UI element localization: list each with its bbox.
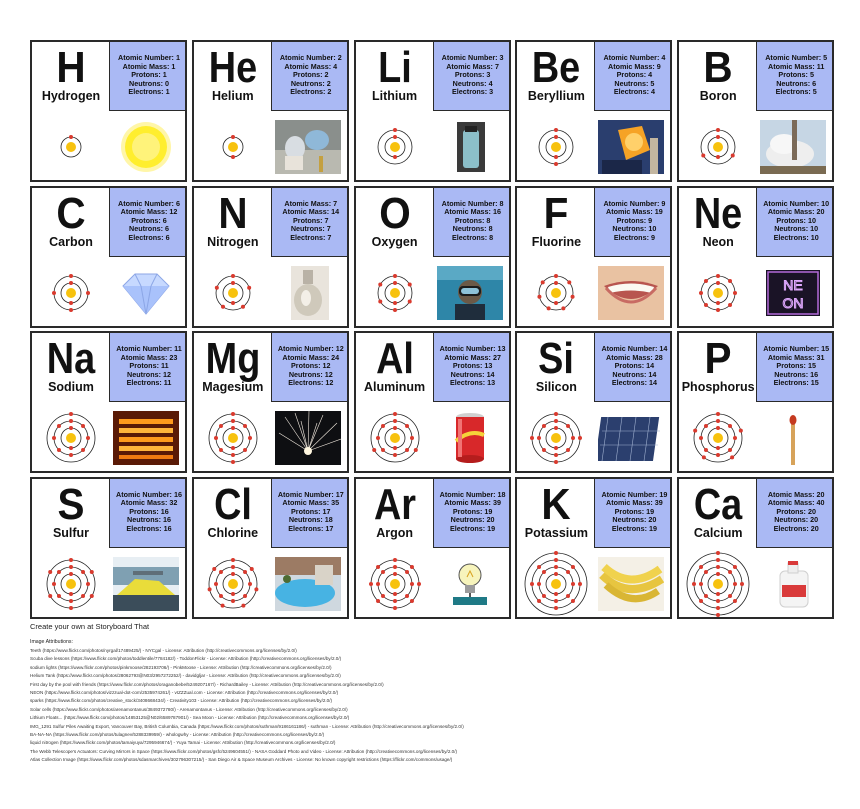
element-symbol: Li xyxy=(377,43,412,92)
element-symbol: H xyxy=(56,43,86,92)
element-info-line: Electrons: 17 xyxy=(288,523,334,533)
element-info-line: Atomic Number: 18 xyxy=(439,489,506,499)
attributions-list xyxy=(30,647,850,765)
element-name: Neon xyxy=(702,234,734,249)
element-card-magesium xyxy=(192,331,349,473)
attribution-line: BA-NA-NA (https://www.flickr.com/photos/tulagnev/5288339959/) - whologwhy - License: Attribution (http://creativecommons.org/licenses/by/2.0/) xyxy=(30,732,325,738)
element-name: Helium xyxy=(211,89,254,103)
bulb-image xyxy=(437,557,503,611)
periodic-table-grid xyxy=(30,40,830,620)
element-info-line: Atomic Number: 11 xyxy=(116,344,182,353)
bohr-model-diagram xyxy=(356,551,434,617)
element-name: Argon xyxy=(376,525,413,540)
create-your-own-link[interactable]: Create your own at Storyboard That xyxy=(30,622,150,631)
element-info-line: Neutrons: 8 xyxy=(452,224,493,234)
element-card-lithium xyxy=(354,40,511,182)
element-card-oxygen xyxy=(354,186,511,328)
element-info-line: Protons: 14 xyxy=(614,361,655,371)
attribution-line: The Webb Telescope's Actuators: Curving Mirrors in Space (https://www.flickr.com/photos/gsfc/5249604551/) - NASA Goddard Photo and Video - License: Attribution (http://creativecommons.org/licenses/by/2.0/) xyxy=(30,748,458,754)
element-info-line: Neutrons: 14 xyxy=(450,369,495,379)
element-name: Beryllium xyxy=(527,89,585,103)
bohr-model-diagram xyxy=(356,114,434,180)
element-info-line: Atomic Mass: 7 xyxy=(446,61,499,71)
element-info-box xyxy=(109,187,187,257)
element-info-line: Atomic Mass: 23 xyxy=(120,352,178,362)
bohr-model-diagram xyxy=(194,114,272,180)
element-card-beryllium xyxy=(515,40,672,182)
bohr-model-diagram xyxy=(356,405,434,471)
element-info-box xyxy=(756,332,834,402)
element-info-line: Electrons: 19 xyxy=(450,523,496,533)
attribution-line: IMG_1291 Sulfur Piles Awaiting Export, Vancouver Bay, British Columbia, Canada (https://www.flickr.com/photos/suthman/9186161186/) - suthman - License: Attribution (http://creativecommons.org/licenses/by/2.0/) xyxy=(30,723,464,729)
element-info-line: Neutrons: 20 xyxy=(774,515,819,525)
bohr-model-diagram xyxy=(679,405,757,471)
bohr-model-diagram xyxy=(517,260,595,326)
element-info-box xyxy=(756,41,834,111)
element-info-box xyxy=(433,41,511,111)
element-info-line: Atomic Number: 6 xyxy=(118,198,180,208)
bohr-model-diagram xyxy=(32,551,110,617)
sulfur-image xyxy=(113,557,179,611)
element-info-box xyxy=(594,332,672,402)
element-name: Magesium xyxy=(202,380,264,394)
element-info-box xyxy=(756,187,834,257)
element-info-line: Protons: 4 xyxy=(616,70,653,80)
element-symbol: C xyxy=(56,188,86,238)
element-info-line: Atomic Mass: 20 xyxy=(767,489,825,499)
element-info-line: Electrons: 13 xyxy=(450,378,496,388)
element-info-line: Neutrons: 14 xyxy=(612,369,657,379)
bohr-model-diagram xyxy=(356,260,434,326)
element-info-box xyxy=(594,41,672,111)
element-symbol: B xyxy=(703,43,733,92)
element-name: Sodium xyxy=(48,380,94,394)
element-info-line: Neutrons: 6 xyxy=(776,78,817,88)
element-info-line: Neutrons: 16 xyxy=(774,369,819,379)
match-image xyxy=(760,411,826,465)
element-info-line: Protons: 13 xyxy=(452,361,493,371)
element-info-line: Protons: 20 xyxy=(776,506,816,516)
bohr-model-diagram xyxy=(32,405,110,471)
element-info-line: Electrons: 11 xyxy=(126,378,172,388)
svg-text:ON: ON xyxy=(782,294,804,311)
element-info-line: Neutrons: 16 xyxy=(127,515,171,525)
element-info-box xyxy=(271,478,349,548)
element-info-line: Neutrons: 12 xyxy=(288,369,333,379)
element-info-line: Atomic Mass: 9 xyxy=(608,61,661,71)
element-info-line: Atomic Mass: 32 xyxy=(120,498,178,508)
element-info-line: Neutrons: 12 xyxy=(127,369,171,379)
element-card-chlorine xyxy=(192,477,349,619)
element-info-line: Atomic Mass: 19 xyxy=(606,207,663,217)
element-info-line: Atomic Number: 16 xyxy=(116,489,182,499)
flask-image xyxy=(275,266,341,320)
element-name: Potassium xyxy=(524,525,588,540)
element-info-box xyxy=(433,187,511,257)
element-info-line: Atomic Mass: 28 xyxy=(606,352,663,362)
element-name: Sulfur xyxy=(52,525,90,540)
element-info-line: Protons: 8 xyxy=(454,215,491,225)
element-info-line: Electrons: 6 xyxy=(128,232,170,242)
bohr-model-diagram xyxy=(517,405,595,471)
element-info-line: Atomic Number: 8 xyxy=(441,198,504,208)
element-name: Lithium xyxy=(372,89,418,103)
element-name: Oxygen xyxy=(371,234,418,249)
element-symbol: Si xyxy=(538,334,575,383)
element-info-line: Atomic Number: 2 xyxy=(279,53,342,62)
element-info-line: Protons: 1 xyxy=(131,70,167,80)
attribution-line: Teeth (https://www.flickr.com/photos/nyrgal/17489425/) - NYCgal - License: Attribution (http://creativecommons.org/licenses/by/2.0/) xyxy=(30,648,297,653)
element-info-box xyxy=(433,478,511,548)
element-info-line: Atomic Mass: 40 xyxy=(767,498,825,508)
milk-image xyxy=(760,557,826,611)
diamond-image xyxy=(113,266,179,320)
element-name: Chlorine xyxy=(207,525,259,540)
element-symbol: Ar xyxy=(373,479,416,529)
element-name: Boron xyxy=(699,89,737,103)
element-info-line: Neutrons: 0 xyxy=(129,78,169,88)
element-card-silicon xyxy=(515,331,672,473)
element-info-line: Protons: 12 xyxy=(291,361,331,371)
bohr-model-diagram xyxy=(194,405,272,471)
element-info-line: Protons: 10 xyxy=(776,215,816,225)
element-info-line: Neutrons: 6 xyxy=(129,224,169,234)
attribution-line: NEON (https://www.flickr.com/photos/vizzzual-dot-com/2535974261/) - vIZZZual.com - License: Attribution (http://creativecommons.org/licenses/by/2.0/) xyxy=(30,690,339,696)
bohr-model-diagram xyxy=(32,114,110,180)
solar-image xyxy=(598,411,664,465)
sparks-image xyxy=(275,411,341,465)
element-symbol: Be xyxy=(532,43,581,92)
element-info-box xyxy=(433,332,511,402)
element-info-line: Atomic Number: 13 xyxy=(439,344,506,353)
element-info-line: Electrons: 5 xyxy=(775,87,817,97)
bananas-image xyxy=(598,557,664,611)
element-info-line: Electrons: 10 xyxy=(773,232,819,242)
bohr-model-diagram xyxy=(32,260,110,326)
diver-image xyxy=(437,266,503,320)
element-info-line: Protons: 2 xyxy=(293,70,329,80)
element-info-line: Electrons: 20 xyxy=(773,523,819,533)
element-info-line: Atomic Mass: 39 xyxy=(606,498,663,508)
sun-image xyxy=(113,120,179,174)
element-info-line: Electrons: 2 xyxy=(290,87,332,97)
attribution-line: liquid nitrogen (https://www.flickr.com/photos/tamaiyuya/7295946674/) - Yuya Tamai - License: Attribution (http://creativecommons.org/licenses/by/2.0/) xyxy=(30,740,336,746)
element-info-line: Atomic Number: 3 xyxy=(441,53,504,62)
element-info-line: Neutrons: 18 xyxy=(288,515,333,525)
element-card-aluminum xyxy=(354,331,511,473)
element-info-line: Neutrons: 2 xyxy=(290,78,331,88)
element-info-line: Atomic Mass: 11 xyxy=(768,61,825,71)
attributions-title: Image Attributions: xyxy=(30,639,73,645)
element-name: Carbon xyxy=(49,234,93,249)
element-info-line: Neutrons: 20 xyxy=(612,515,657,525)
attribution-line: Solar cells (https://www.flickr.com/photos/arenamontanus/3849372780/) - Arenamontanus - License: Attribution (http://creativecommons.org/licenses/by/2.0/) xyxy=(30,706,348,712)
element-info-line: Electrons: 19 xyxy=(611,523,657,533)
element-info-line: Neutrons: 5 xyxy=(614,78,655,88)
element-info-line: Protons: 16 xyxy=(129,506,169,516)
element-card-hydrogen xyxy=(30,40,187,182)
can-image xyxy=(437,411,503,465)
bohr-model-diagram xyxy=(679,551,757,617)
neon-image xyxy=(760,266,826,320)
element-info-line: Electrons: 15 xyxy=(773,378,819,388)
element-info-box xyxy=(109,478,187,548)
element-info-line: Neutrons: 10 xyxy=(612,224,657,234)
element-info-box xyxy=(756,478,834,548)
element-card-sulfur xyxy=(30,477,187,619)
element-info-line: Neutrons: 7 xyxy=(290,224,331,234)
element-info-box xyxy=(594,478,672,548)
element-info-line: Atomic Number: 5 xyxy=(765,53,828,62)
element-info-line: Protons: 3 xyxy=(454,70,491,80)
element-symbol: S xyxy=(57,479,85,529)
element-info-line: Atomic Number: 14 xyxy=(601,344,668,353)
element-info-line: Atomic Number: 17 xyxy=(277,489,344,499)
element-name: Phosphorus xyxy=(681,380,755,394)
element-info-line: Electrons: 7 xyxy=(290,232,332,242)
attribution-line: sodium lights (https://www.flickr.com/photos/pinkmoose/282193706/) - PinkMoose - License: Attribution (http://creativecommons.org/licenses/by/2.0/) xyxy=(30,664,332,670)
bohr-model-diagram xyxy=(679,114,757,180)
element-info-box xyxy=(109,332,187,402)
footer xyxy=(30,622,850,765)
element-name: Aluminum xyxy=(364,380,426,394)
element-card-fluorine xyxy=(515,186,672,328)
element-card-calcium xyxy=(677,477,834,619)
attribution-line: Atlas Collection Image (https://www.flickr.com/photos/sdasmarchives/302796307215/) - San Diego Air & Space Museum Archives - License: No known copyright restrictions (https://flickr.com/commons/usage/) xyxy=(30,757,453,763)
element-info-line: Atomic Mass: 31 xyxy=(767,352,825,362)
element-symbol: P xyxy=(704,334,732,383)
element-info-line: Atomic Mass: 16 xyxy=(444,207,501,217)
element-card-boron xyxy=(677,40,834,182)
element-card-helium xyxy=(192,40,349,182)
element-info-line: Atomic Number: 12 xyxy=(277,344,344,353)
element-info-line: Atomic Mass: 35 xyxy=(282,498,340,508)
element-info-line: Atomic Number: 9 xyxy=(603,198,666,208)
element-name: Fluorine xyxy=(531,234,582,249)
element-card-argon xyxy=(354,477,511,619)
element-card-sodium xyxy=(30,331,187,473)
element-info-box xyxy=(271,332,349,402)
element-info-line: Atomic Mass: 12 xyxy=(120,207,178,217)
attribution-line: First day by the pool with friends (https://www.flickr.com/photos/oraganobebe/5249207167/) - RichardBailey - License: Attribution (http://creativecommons.org/licenses/by/2.0/) xyxy=(30,681,384,687)
attribution-line: Helium Tank (https://www.flickr.com/photos/28062793@N03/2957272252/) - davidgljar - License: Attribution (http://creativecommons.org/licenses/by/2.0/) xyxy=(30,673,341,679)
bohr-model-diagram xyxy=(517,551,595,617)
element-info-line: Atomic Number: 10 xyxy=(763,198,830,208)
element-info-line: Protons: 15 xyxy=(776,361,816,371)
element-symbol: Ca xyxy=(694,479,743,529)
element-name: Silicon xyxy=(535,380,577,394)
element-info-box xyxy=(594,187,672,257)
element-info-line: Protons: 7 xyxy=(293,215,329,225)
element-info-line: Protons: 6 xyxy=(131,215,167,225)
attribution-line: sparks (https://www.flickr.com/photos/creative_stock/3408668434/) - Creativity103 - License: Attribution (http://creativecommons.org/licenses/by/2.0/) xyxy=(30,698,333,704)
element-info-line: Atomic Mass: 4 xyxy=(284,61,338,71)
element-info-line: Atomic Mass: 39 xyxy=(444,498,501,508)
mirror-image xyxy=(598,120,664,174)
element-info-line: Atomic Mass: 24 xyxy=(282,352,340,362)
element-info-line: Atomic Mass: 7 xyxy=(284,198,338,208)
attribution-line: Scuba dive lessons (https://www.flickr.com/photos/toddlentile/7784182/) - ToddonFlickr - License: Attribution (http://creativecommons.org/licenses/by/2.0/) xyxy=(30,656,342,662)
element-info-line: Atomic Number: 1 xyxy=(118,53,180,62)
lamps-image xyxy=(113,411,179,465)
element-card-carbon xyxy=(30,186,187,328)
element-info-box xyxy=(271,41,349,111)
element-symbol: Na xyxy=(46,334,96,383)
element-symbol: Ne xyxy=(694,188,743,238)
svg-text:NE: NE xyxy=(783,276,803,293)
element-info-line: Electrons: 1 xyxy=(128,87,170,97)
element-info-line: Atomic Mass: 27 xyxy=(444,352,501,362)
element-info-line: Electrons: 14 xyxy=(611,378,657,388)
element-info-line: Electrons: 9 xyxy=(613,232,655,242)
element-symbol: Cl xyxy=(213,479,252,529)
element-info-line: Electrons: 4 xyxy=(613,87,655,97)
element-symbol: F xyxy=(544,188,569,238)
element-info-line: Electrons: 8 xyxy=(452,232,494,242)
element-info-line: Neutrons: 4 xyxy=(452,78,493,88)
element-info-line: Neutrons: 10 xyxy=(774,224,819,234)
teeth-image xyxy=(598,266,664,320)
element-info-line: Atomic Number: 4 xyxy=(603,53,666,62)
element-symbol: O xyxy=(378,188,411,238)
element-symbol: N xyxy=(218,188,248,238)
element-name: Calcium xyxy=(693,525,743,540)
bohr-model-diagram xyxy=(679,260,757,326)
element-card-nitrogen xyxy=(192,186,349,328)
element-info-line: Atomic Mass: 14 xyxy=(282,207,340,217)
balloons-image xyxy=(275,120,341,174)
element-symbol: Al xyxy=(375,334,414,383)
pool-image xyxy=(275,557,341,611)
bohr-model-diagram xyxy=(194,551,272,617)
element-info-line: Neutrons: 20 xyxy=(450,515,495,525)
element-info-line: Protons: 19 xyxy=(614,506,655,516)
attribution-line: Lithium Floats... (https://www.flickr.com/photos/14853125@N02/6589787901/) - Sea Moon - License: Attribution (http://creativecommons.org/licenses/by/2.0/) xyxy=(30,715,350,721)
element-info-line: Electrons: 16 xyxy=(126,523,172,533)
bohr-model-diagram xyxy=(194,260,272,326)
element-symbol: K xyxy=(541,479,572,529)
element-card-phosphorus xyxy=(677,331,834,473)
element-card-neon xyxy=(677,186,834,328)
element-symbol: He xyxy=(208,43,257,92)
element-info-line: Protons: 9 xyxy=(616,215,653,225)
element-info-line: Protons: 5 xyxy=(778,70,814,80)
jar-image xyxy=(437,120,503,174)
element-info-box xyxy=(271,187,349,257)
element-info-line: Protons: 19 xyxy=(452,506,493,516)
element-info-line: Atomic Number: 19 xyxy=(601,489,668,499)
element-symbol: Mg xyxy=(205,334,261,383)
element-info-line: Protons: 17 xyxy=(291,506,331,516)
element-info-line: Atomic Mass: 1 xyxy=(122,61,176,71)
element-info-line: Electrons: 12 xyxy=(288,378,334,388)
element-info-box xyxy=(109,41,187,111)
element-info-line: Protons: 11 xyxy=(129,361,169,371)
rocket-image xyxy=(760,120,826,174)
element-info-line: Electrons: 3 xyxy=(452,87,494,97)
element-name: Nitrogen xyxy=(207,234,259,249)
element-info-line: Atomic Mass: 20 xyxy=(767,207,825,217)
bohr-model-diagram xyxy=(517,114,595,180)
element-info-line: Atomic Number: 15 xyxy=(763,344,830,353)
element-card-potassium xyxy=(515,477,672,619)
element-name: Hydrogen xyxy=(41,89,101,103)
